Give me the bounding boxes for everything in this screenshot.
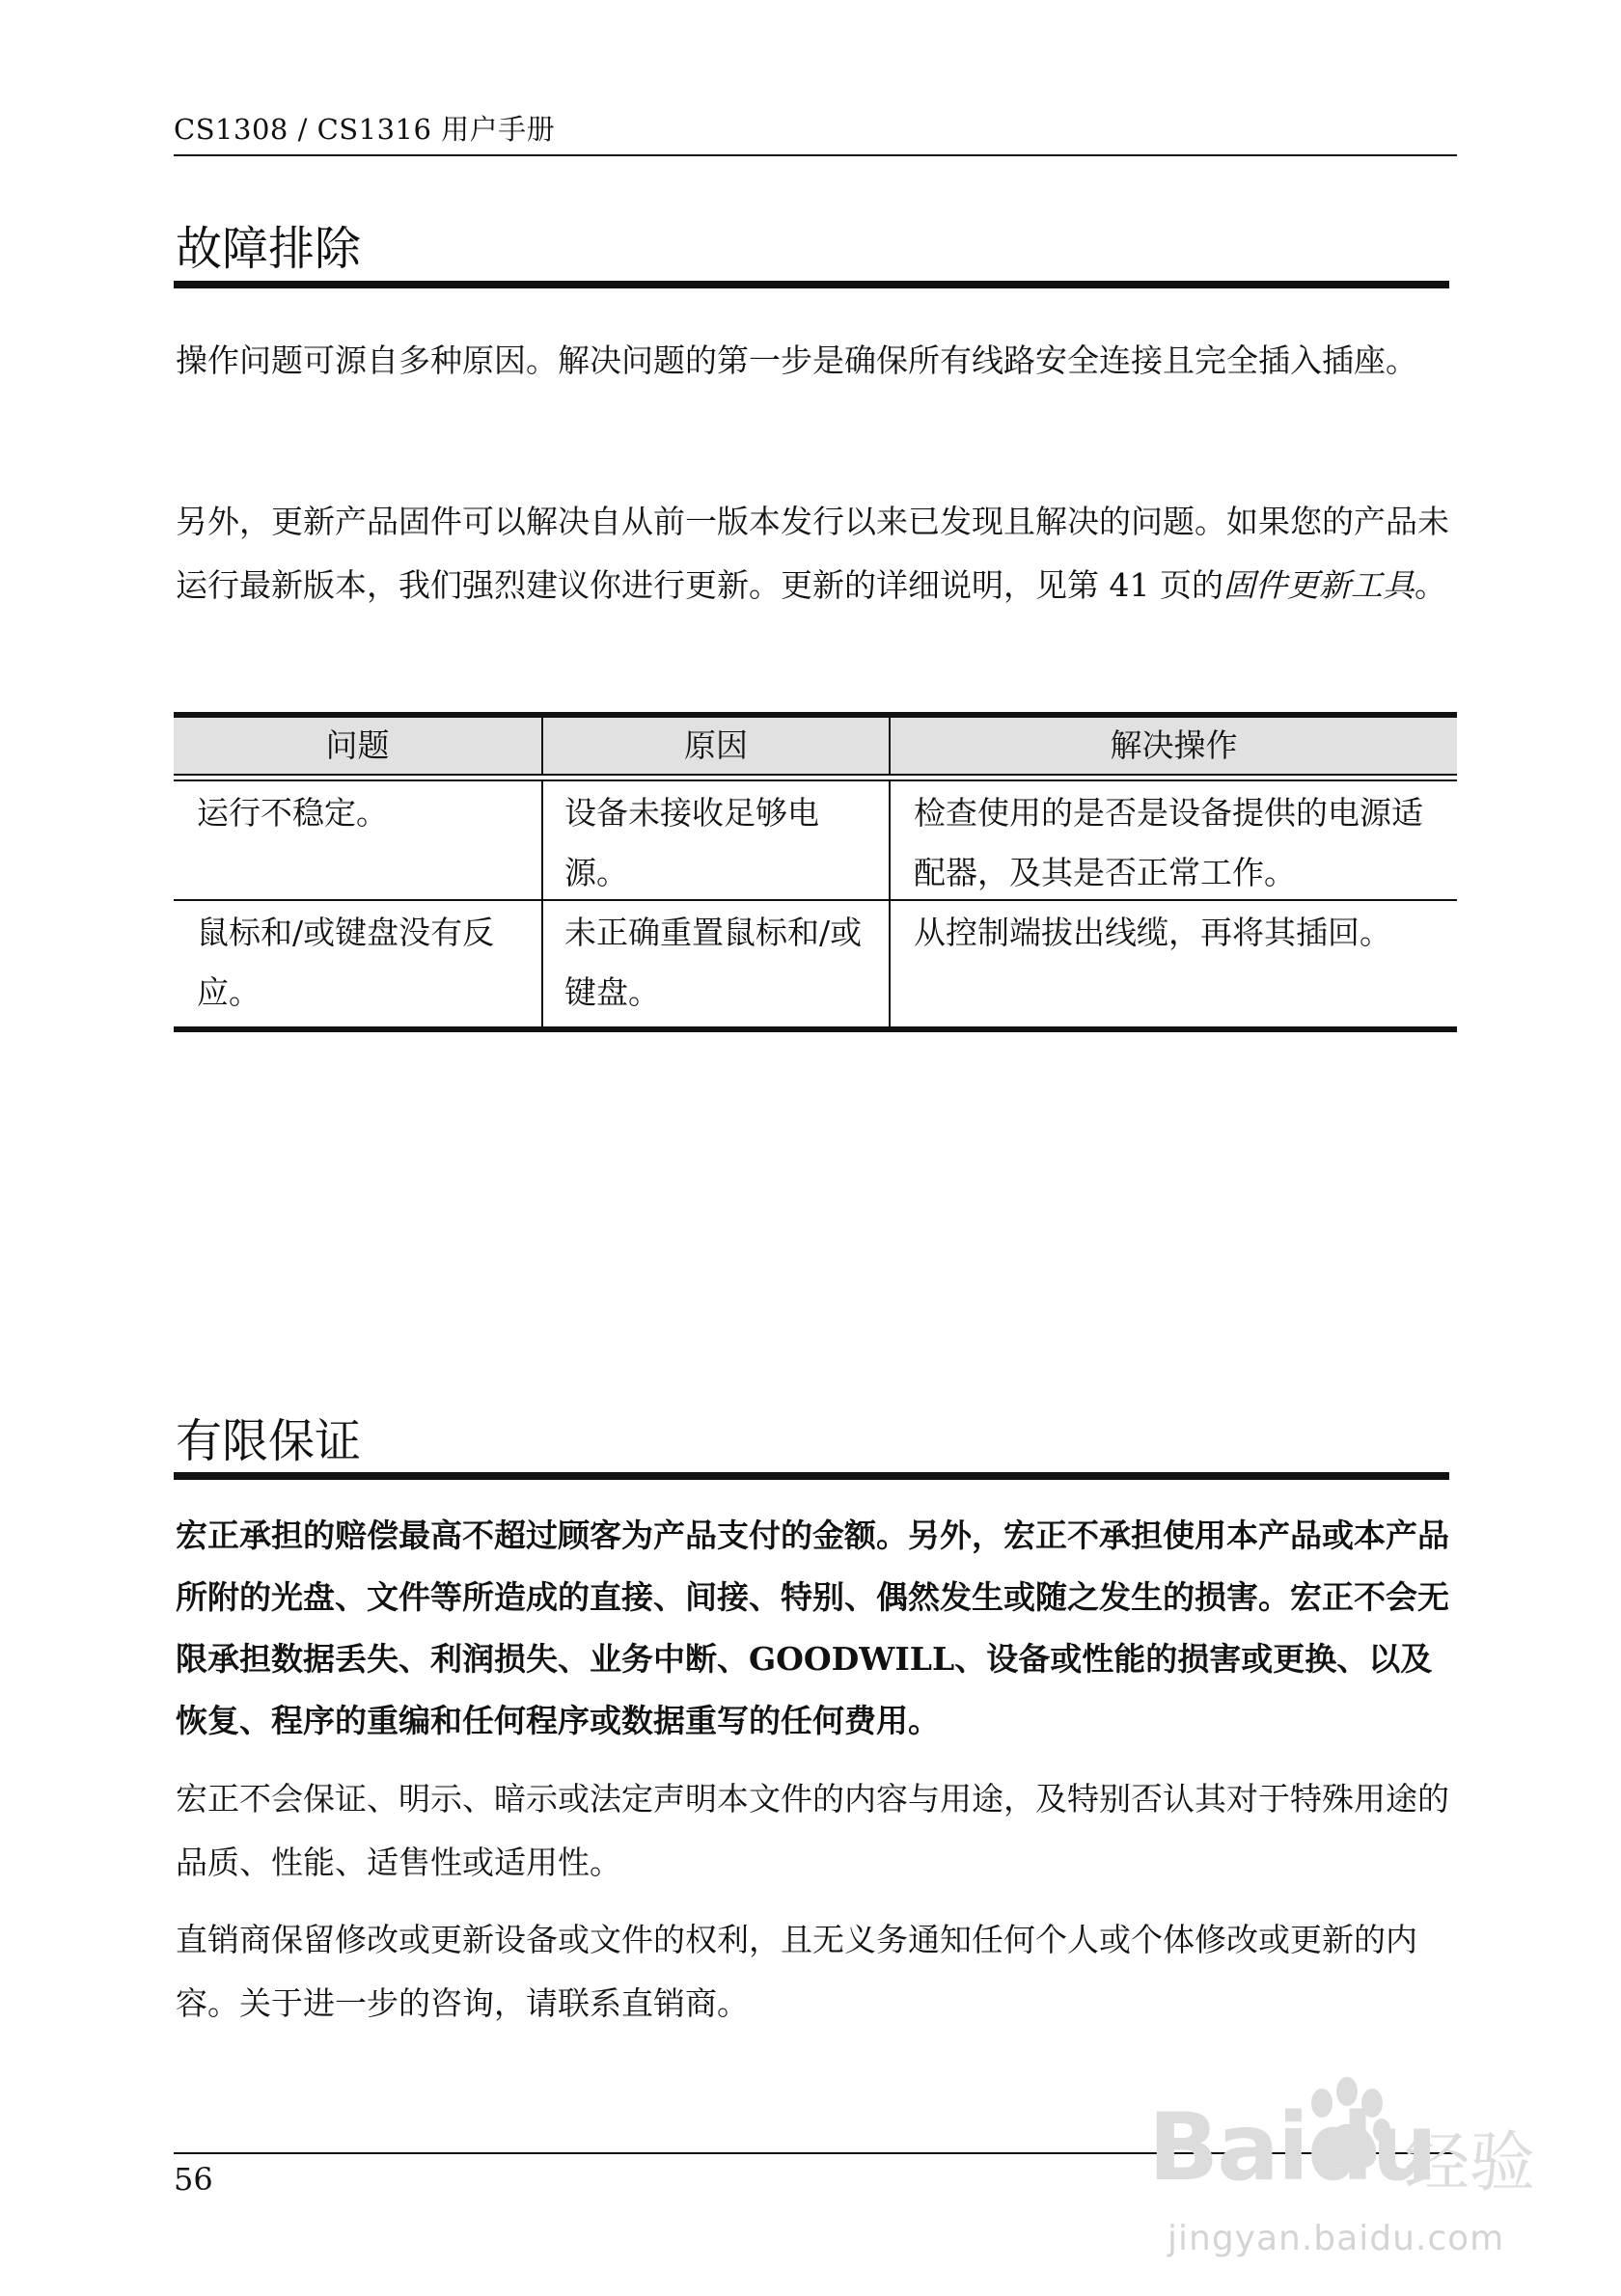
table-cell-problem: 鼠标和/或键盘没有反应。 — [174, 901, 543, 1026]
troubleshooting-table — [174, 712, 1457, 1032]
column-header-problem: 问题 — [174, 718, 543, 774]
firmware-paragraph-text: 另外，更新产品固件可以解决自从前一版本发行以来已发现且解决的问题。如果您的产品未运行最新版本，我们强烈建议你进行更新。更新的详细说明，见第 41 页的 — [176, 503, 1449, 604]
running-header: CS1308 / CS1316 用户手册 — [174, 113, 556, 146]
table-bottom-rule — [174, 1026, 1457, 1032]
page-number: 56 — [174, 2161, 213, 2198]
table-cell-action: 从控制端拔出线缆，再将其插回。 — [914, 914, 1391, 951]
firmware-upgrade-utility-reference: 固件更新工具 — [1223, 566, 1415, 604]
table-row — [174, 901, 1457, 1026]
table-cell-cause: 未正确重置鼠标和/或键盘。 — [543, 901, 891, 1026]
section-title-troubleshooting: 故障排除 — [176, 222, 362, 276]
baidu-jingyan-watermark — [1148, 2074, 1553, 2267]
table-cell-problem: 运行不稳定。 — [174, 781, 543, 899]
table-header-row — [174, 718, 1457, 776]
section-rule-troubleshooting — [174, 281, 1449, 288]
watermark-product: 经验 — [1404, 2125, 1536, 2201]
warranty-liability-paragraph: 宏正承担的赔偿最高不超过顾客为产品支付的金额。另外，宏正不承担使用本产品或本产品所附的光盘、文件等所造成的直接、间接、特别、偶然发生或随之发生的损害。宏正不会无限承担数据丢失、利润损失、业务中断、GOODWILL、设备或性能的损害或更换、以及恢复、程序的重编和任何程序或数据重写的任何费用。 — [176, 1517, 1449, 1739]
section-title-limited-warranty: 有限保证 — [176, 1414, 362, 1468]
section-rule-limited-warranty — [174, 1472, 1449, 1480]
header-rule — [174, 154, 1457, 156]
troubleshooting-intro-paragraph: 操作问题可源自多种原因。解决问题的第一步是确保所有线路安全连接且完全插入插座。 — [176, 342, 1417, 379]
column-header-cause: 原因 — [543, 718, 891, 774]
firmware-paragraph — [176, 490, 1454, 617]
warranty-disclaimer-paragraph: 宏正不会保证、明示、暗示或法定声明本文件的内容与用途，及特别否认其对于特殊用途的品质、性能、适售性或适用性。 — [176, 1780, 1449, 1881]
column-header-action: 解决操作 — [1110, 726, 1238, 764]
warranty-revision-paragraph: 直销商保留修改或更新设备或文件的权利，且无义务通知任何个人或个体修改或更新的内容。关于进一步的咨询，请联系直销商。 — [176, 1921, 1417, 2022]
table-cell-cause: 设备未接收足够电源。 — [543, 781, 891, 899]
table-row — [174, 781, 1457, 901]
watermark-url: jingyan.baidu.com — [1168, 2219, 1505, 2258]
table-cell-action: 检查使用的是否是设备提供的电源适配器，及其是否正常工作。 — [914, 794, 1423, 891]
firmware-paragraph-end: 。 — [1414, 566, 1446, 604]
watermark-brand: Baidu — [1148, 2093, 1436, 2201]
